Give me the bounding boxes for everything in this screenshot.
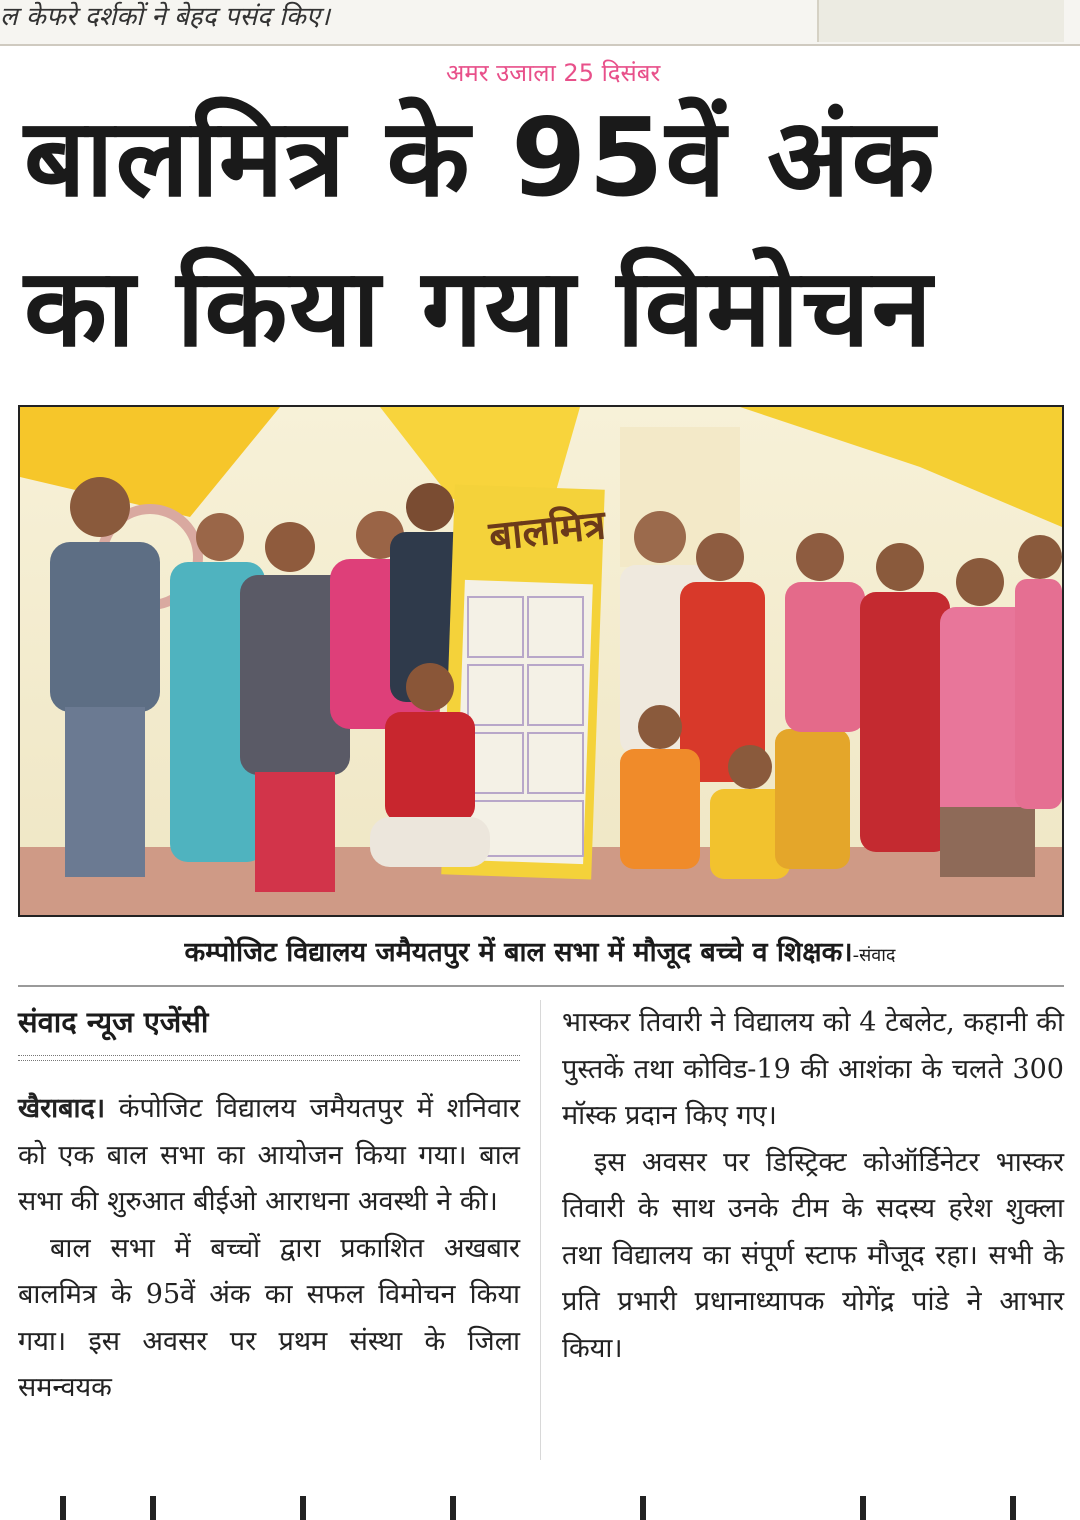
col1-para1-text: कंपोजिट विद्यालय जमैयतपुर में शनिवार को एक बाल सभा का आयोजन किया गया। बाल सभा की शुरुआत बीईओ आराधना अवस्थी ने की।	[18, 1093, 520, 1217]
article-column-2	[562, 1000, 1064, 1372]
place-name: खैराबाद।	[18, 1093, 106, 1124]
col2-paragraph-1: भास्कर तिवारी ने विद्यालय को 4 टेबलेट, कहानी की पुस्तकें तथा कोविड-19 की आशंका के चलते 300 मॉस्क प्रदान किए गए।	[562, 1007, 1064, 1131]
caption-credit: -संवाद	[852, 945, 896, 966]
byline: संवाद न्यूज एजेंसी	[18, 1005, 209, 1039]
photo-caption	[0, 932, 1080, 969]
photo-illustration	[20, 407, 1062, 915]
headline-line-1: बालमित्र के 95वें अंक	[24, 96, 937, 221]
col1-paragraph-1	[18, 1086, 520, 1226]
article-column-1	[18, 1086, 520, 1412]
byline-rule	[18, 1055, 520, 1061]
column-divider	[540, 1000, 541, 1460]
col1-paragraph-2: बाल सभा में बच्चों द्वारा प्रकाशित अखबार बालमित्र के 95वें अंक का सफल विमोचन किया गया। इस अवसर पर प्रथम संस्था के जिला समन्वयक	[18, 1232, 520, 1403]
caption-rule	[18, 985, 1064, 987]
next-headline-fragment	[0, 1478, 1080, 1520]
side-box	[817, 0, 1064, 42]
previous-article-text: ल केफरे दर्शकों ने बेहद पसंद किए।	[0, 2, 331, 32]
previous-article-strip	[0, 0, 1080, 46]
dateline: अमर उजाला 25 दिसंबर	[446, 59, 661, 87]
caption-text: कम्पोजिट विद्यालय जमैयतपुर में बाल सभा में मौजूद बच्चे व शिक्षक।	[184, 937, 853, 968]
col2-paragraph-2: इस अवसर पर डिस्ट्रिक्ट कोऑर्डिनेटर भास्कर तिवारी के साथ उनके टीम के सदस्य हरेश शुक्ला तथा विद्यालय का संपूर्ण स्टाफ मौजूद रहा। सभी के प्रति प्रभारी प्रधानाध्यापक योगेंद्र पांडे ने आभार किया।	[562, 1146, 1064, 1364]
poster-title: बालमित्र	[486, 502, 608, 561]
headline	[24, 84, 1064, 384]
headline-line-2: का किया गया विमोचन	[24, 246, 934, 371]
news-photo	[18, 405, 1064, 917]
